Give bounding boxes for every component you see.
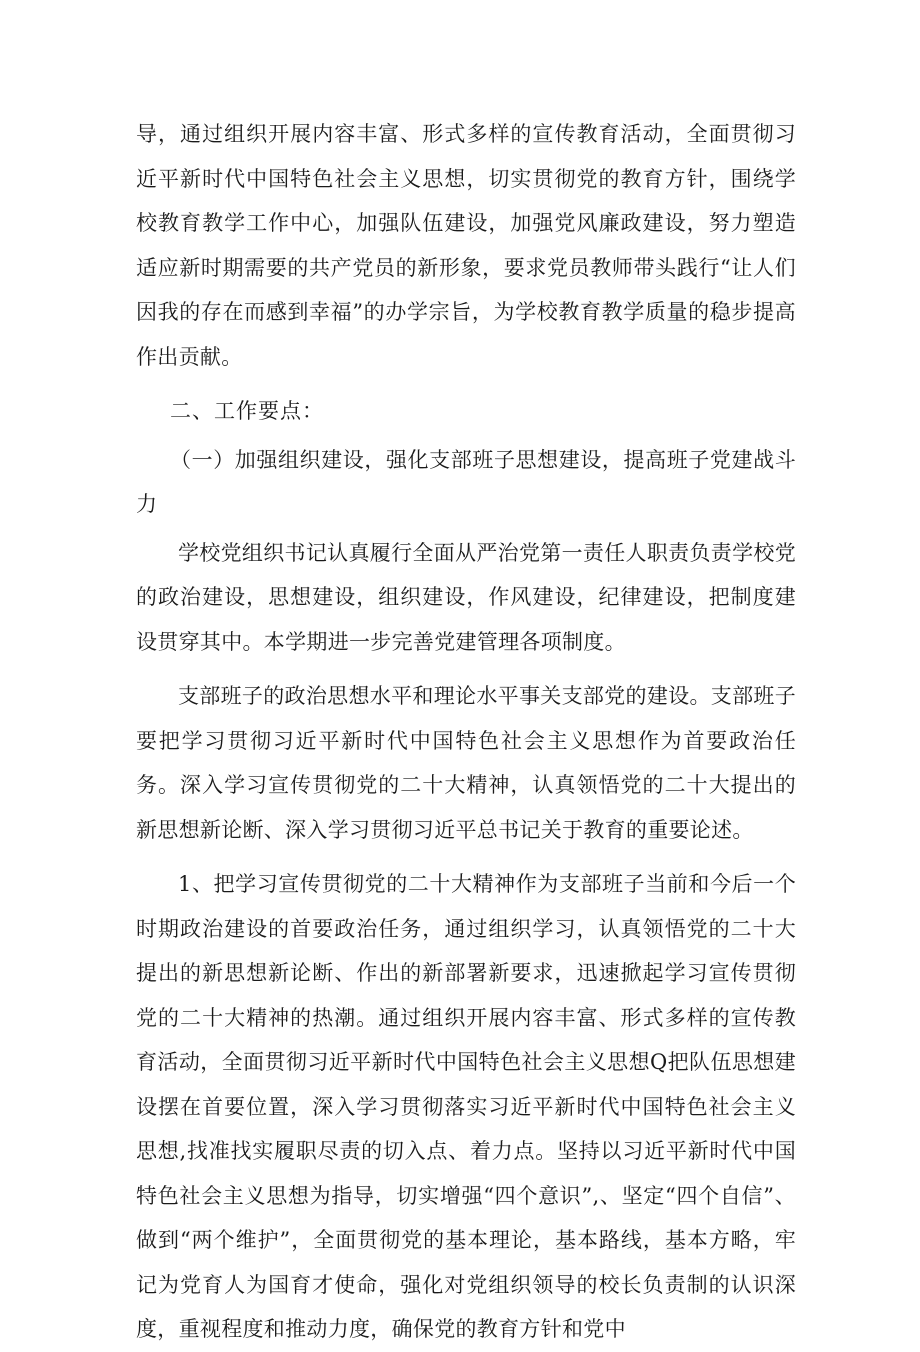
section-heading-work-points: 二、工作要点： [170,399,324,423]
paragraph-secretary-duties: 学校党组织书记认真履行全面从严治党第一责任人职责负责学校党的政治建设，思想建设，组织建设，作风建设，纪律建设，把制度建设贯穿其中。本学期进一步完善党建管理各项制度。 [136,540,796,654]
subsection-heading-organization: （一）加强组织建设，强化支部班子思想建设，提高班子党建战斗力 [136,447,796,516]
document-body [136,112,796,1352]
paragraph-branch-team-study: 支部班子的政治思想水平和理论水平事关支部党的建设。支部班子要把学习贯彻习近平新时代中国特色社会主义思想作为首要政治任务。深入学习宣传贯彻党的二十大精神，认真领悟党的二十大提出的新思想新论断、深入学习贯彻习近平总书记关于教育的重要论述。 [136,684,796,842]
paragraph-intro-continued: 导，通过组织开展内容丰富、形式多样的宣传教育活动，全面贯彻习近平新时代中国特色社会主义思想，切实贯彻党的教育方针，围绕学校教育教学工作中心，加强队伍建设，加强党风廉政建设，努力塑造适应新时期需要的共产党员的新形象，要求党员教师带头践行“让人们因我的存在而感到幸福”的办学宗旨，为学校教育教学质量的稳步提高作出贡献。 [136,122,796,369]
paragraph-item-1: 1、把学习宣传贯彻党的二十大精神作为支部班子当前和今后一个时期政治建设的首要政治任务，通过组织学习，认真领悟党的二十大提出的新思想新论断、作出的新部署新要求，迅速掀起学习宣传贯彻党的二十大精神的热潮。通过组织开展内容丰富、形式多样的宣传教育活动，全面贯彻习近平新时代中国特色社会主义思想Q把队伍思想建设摆在首要位置，深入学习贯彻落实习近平新时代中国特色社会主义思想,找准找实履职尽责的切入点、着力点。坚持以习近平新时代中国特色社会主义思想为指导，切实增强“四个意识”,、坚定“四个自信”、做到“两个维护”，全面贯彻党的基本理论，基本路线，基本方略，牢记为党育人为国育才使命，强化对党组织领导的校长负责制的认识深度，重视程度和推动力度，确保党的教育方针和党中 [136,872,796,1341]
